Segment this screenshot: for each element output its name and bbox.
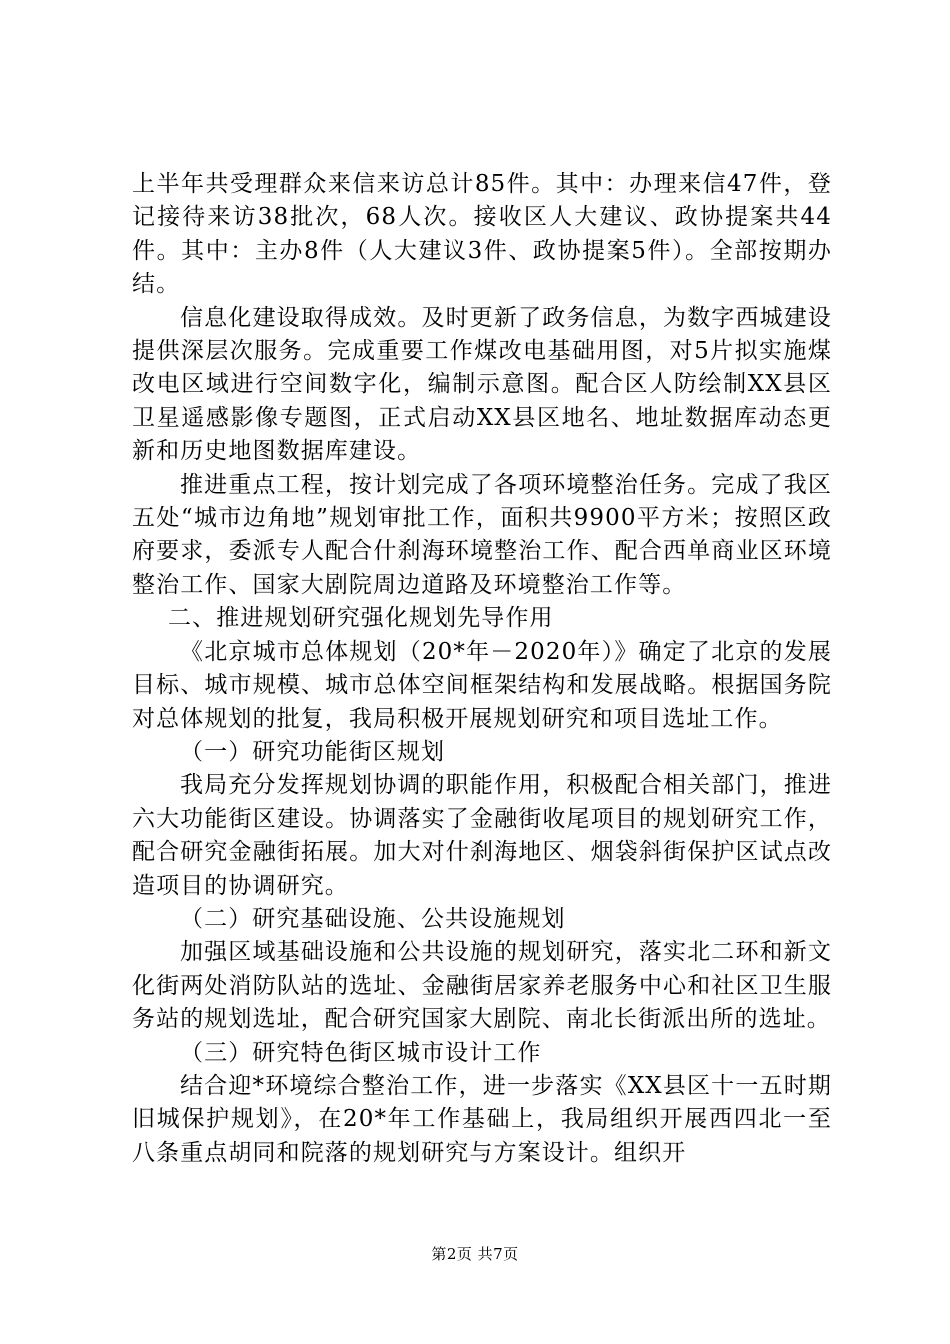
paragraph-key-projects: 推进重点工程，按计划完成了各项环境整治任务。完成了我区五处“城市边角地”规划审批工作，面积共9900平方米；按照区政府要求，委派专人配合什刹海环境整治工作、配合西单商业区环境整治工作、国家大剧院周边道路及环境整治工作等。 — [132, 471, 832, 598]
subheading-3: （三）研究特色街区城市设计工作 — [180, 1039, 542, 1066]
paragraph-urban-design: 结合迎*环境综合整治工作，进一步落实《XX县区十一五时期旧城保护规划》，在20*年工作基础上，我局组织开展西四北一至八条重点胡同和院落的规划研究与方案设计。组织开 — [132, 1072, 832, 1166]
document-body — [132, 168, 832, 1170]
paragraph-master-plan: 《北京城市总体规划（20*年－2020年）》确定了北京的发展目标、城市规模、城市总体空间框架结构和发展战略。根据国务院对总体规划的批复，我局积极开展规划研究和项目选址工作。 — [132, 638, 832, 732]
paragraph-informatization: 信息化建设取得成效。及时更新了政务信息，为数字西城建设提供深层次服务。完成重要工作煤改电基础用图，对5片拟实施煤改电区域进行空间数字化，编制示意图。配合区人防绘制XX县区卫星遥感影像专题图，正式启动XX县区地名、地址数据库动态更新和历史地图数据库建设。 — [132, 304, 832, 465]
paragraph-infrastructure: 加强区域基础设施和公共设施的规划研究，落实北二环和新文化街两处消防队站的选址、金融街居家养老服务中心和社区卫生服务站的规划选址，配合研究国家大剧院、南北长街派出所的选址。 — [132, 939, 832, 1033]
paragraph-functional-districts: 我局充分发挥规划协调的职能作用，积极配合相关部门，推进六大功能街区建设。协调落实了金融街收尾项目的规划研究工作，配合研究金融街拓展。加大对什刹海地区、烟袋斜街保护区试点改造项目的协调研究。 — [132, 772, 832, 899]
section-heading-2: 二、推进规划研究强化规划先导作用 — [168, 605, 554, 632]
subheading-2: （二）研究基础设施、公共设施规划 — [180, 905, 566, 932]
paragraph-petitions: 上半年共受理群众来信来访总计85件。其中：办理来信47件，登记接待来访38批次，68人次。接收区人大建议、政协提案共44件。其中：主办8件（人大建议3件、政协提案5件）。全部按期办结。 — [132, 171, 832, 298]
page-footer: 第2页 共7页 — [431, 1245, 519, 1263]
subheading-1: （一）研究功能街区规划 — [180, 738, 446, 765]
